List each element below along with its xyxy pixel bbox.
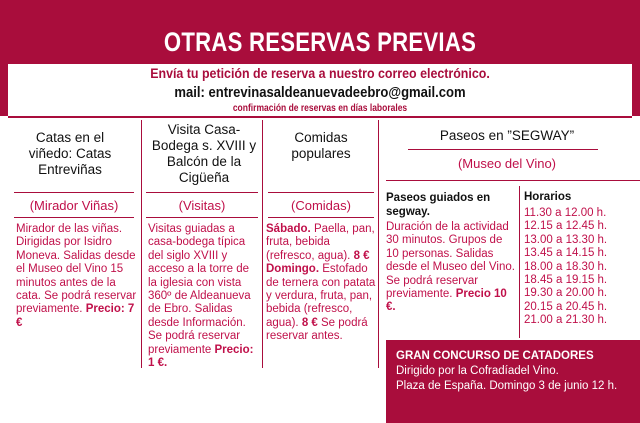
segway-body: Duración de la actividad 30 minutos. Grupos de 10 personas. Salidas desde el Museo del Vino. Se podrá reservar previamente. [386, 221, 515, 301]
segway-title: Paseos guiados en segway. [386, 192, 491, 218]
column-divider-3 [378, 120, 379, 368]
horarios-list [524, 207, 634, 328]
horario-item: 19.30 a 20.00 h. [524, 287, 608, 300]
horario-item: 13.45 a 14.15 h. [524, 247, 608, 260]
catas-tag: (Mirador Viñas) [29, 198, 119, 213]
header-left-edge [0, 64, 8, 116]
horario-item: 20.15 a 20.45 h. [524, 300, 608, 313]
horario-item: 13.00 a 13.30 h. [524, 233, 608, 246]
comidas-divider-bottom [268, 217, 374, 218]
comidas-footer: Se podrá reservar antes. [266, 316, 368, 343]
catas-body: Mirador de las viñas. Dirigidas por Isidro Moneva. Salidas desde el Museo del Vino 15 minutos antes de la cata. Se podrá reservar previamente. [16, 223, 137, 316]
catas-divider-top [14, 192, 134, 193]
page-title: OTRAS RESERVAS PREVIAS [163, 27, 477, 57]
confirmation-note: confirmación de reservas en días laborales [232, 103, 408, 114]
column-divider-1 [141, 120, 142, 368]
comidas-divider-top [268, 192, 374, 193]
catas-heading: Catas en el viñedo: Catas Entreviñas [28, 130, 112, 177]
comidas-description [266, 223, 376, 344]
header-banner [0, 0, 640, 118]
catas-description [16, 223, 138, 330]
sabado-label: Sábado. [266, 223, 311, 235]
horarios-title: Horarios [524, 191, 572, 203]
horario-item: 21.00 a 21.30 h. [524, 314, 608, 327]
horario-item: 12.15 a 12.45 h. [524, 220, 608, 233]
sabado-price: 8 € [353, 249, 370, 262]
column-divider-2 [262, 120, 263, 368]
sabado-text: Paella, pan, fruta, bebida (refresco, agua). [266, 223, 375, 262]
horario-item: 18.45 a 19.15 h. [524, 274, 608, 287]
visita-description [148, 223, 260, 370]
visita-price: Precio: 1 €. [148, 343, 254, 370]
domingo-label: Domingo. [266, 263, 320, 276]
segway-heading: Paseos en ”SEGWAY” [439, 128, 575, 143]
concurso-location: Plaza de España. Domingo 3 de junio 12 h. [396, 380, 618, 392]
comidas-heading: Comidas populares [291, 130, 351, 161]
visita-divider-top [146, 192, 258, 193]
horario-item: 11.30 a 12.00 h. [524, 207, 607, 219]
concurso-title: GRAN CONCURSO DE CATADORES [396, 350, 594, 362]
segway-rule [386, 180, 640, 181]
domingo-text: Estofado de ternera con patata y verdura, fruta, pan, bebida (refresco, agua). [266, 263, 376, 329]
catas-price: Precio: 7 € [16, 303, 135, 329]
segway-price: Precio 10 €. [386, 288, 507, 314]
visita-tag: (Visitas) [178, 198, 226, 213]
catas-divider-bottom [14, 217, 134, 218]
segway-inner-divider [519, 186, 520, 338]
segway-divider [408, 149, 598, 150]
horario-item: 18.00 a 18.30 h. [524, 260, 608, 273]
concurso-organizer: Dirigido por la Cofradíadel Vino. [396, 365, 559, 377]
reservation-email[interactable]: mail: entrevinasaldeanuevadeebro@gmail.com [174, 85, 466, 101]
header-right-edge [632, 64, 640, 116]
comidas-tag: (Comidas) [291, 198, 351, 213]
domingo-price: 8 € [301, 316, 318, 329]
reservation-instruction: Envía tu petición de reserva a nuestro correo electrónico. [150, 66, 490, 81]
visita-heading: Visita Casa-Bodega s. XVIII y Balcón de la Cigüeña [151, 122, 257, 185]
visita-divider-bottom [146, 217, 258, 218]
segway-tag: (Museo del Vino) [457, 156, 557, 171]
segway-description [386, 221, 516, 315]
visita-body: Visitas guiadas a casa-bodega típica del siglo XVIII y acceso a la torre de la iglesia con vista 360º de Aldeanueva de Ebro. Salidas desde Información. Se podrá reservar previamente [148, 223, 251, 356]
